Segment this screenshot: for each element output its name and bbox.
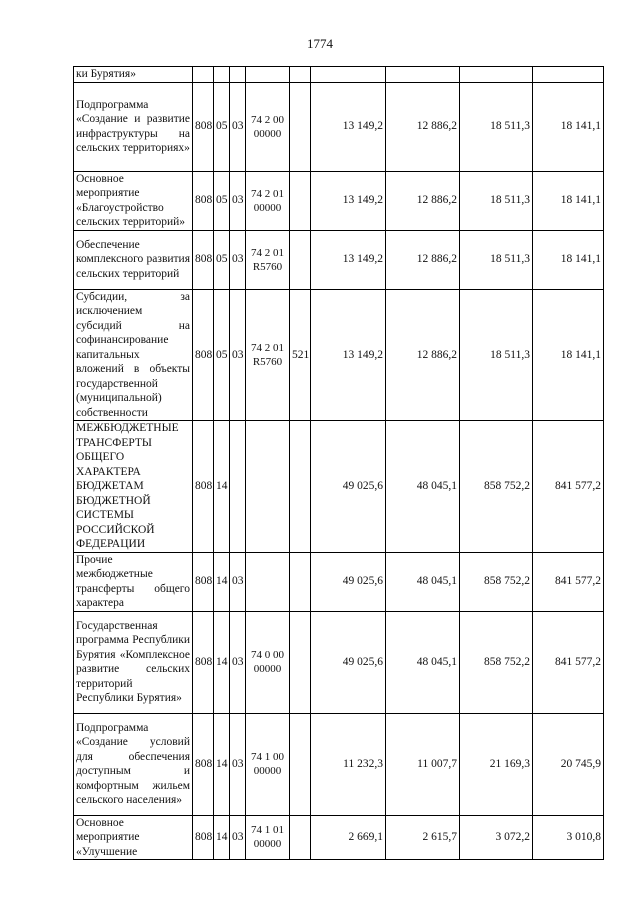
amount-col-2: 12 886,2 (386, 171, 460, 230)
target-article-code: 74 1 00 00000 (246, 713, 290, 815)
amount-col-2: 11 007,7 (386, 713, 460, 815)
section-code: 14 (214, 421, 230, 553)
row-name: Субсидии, за исключением субсидий на софинансирование капитальных вложений в объекты государственной (муниципальной) собственности (74, 289, 193, 421)
section-code: 05 (214, 82, 230, 171)
ministry-code: 808 (193, 421, 214, 553)
target-article-code: 74 2 01 R5760 (246, 289, 290, 421)
section-code: 14 (214, 552, 230, 611)
table-row (74, 421, 604, 553)
target-article-code: 74 0 00 00000 (246, 611, 290, 713)
section-code: 14 (214, 815, 230, 860)
amount-col-3: 858 752,2 (460, 552, 533, 611)
amount-col-4: 18 141,1 (533, 82, 604, 171)
amount-col-3: 18 511,3 (460, 82, 533, 171)
subsection-code (230, 421, 246, 553)
amount-col-2: 48 045,1 (386, 611, 460, 713)
subsection-code: 03 (230, 171, 246, 230)
subsection-code: 03 (230, 611, 246, 713)
target-article-code: 74 2 01 R5760 (246, 230, 290, 289)
ministry-code: 808 (193, 815, 214, 860)
amount-col-1: 13 149,2 (311, 82, 386, 171)
amount-col-1 (311, 67, 386, 83)
target-article-code: 74 2 01 00000 (246, 171, 290, 230)
ministry-code: 808 (193, 289, 214, 421)
amount-col-3: 18 511,3 (460, 289, 533, 421)
section-code: 05 (214, 289, 230, 421)
table-row (74, 611, 604, 713)
amount-col-3: 3 072,2 (460, 815, 533, 860)
table-row (74, 815, 604, 860)
row-name: Прочие межбюджетные трансферты общего характера (74, 552, 193, 611)
expense-type-code (290, 230, 311, 289)
amount-col-4: 18 141,1 (533, 289, 604, 421)
table-row (74, 171, 604, 230)
amount-col-1: 49 025,6 (311, 611, 386, 713)
expense-type-code (290, 713, 311, 815)
section-code: 05 (214, 171, 230, 230)
amount-col-3 (460, 67, 533, 83)
ministry-code: 808 (193, 552, 214, 611)
ministry-code: 808 (193, 611, 214, 713)
ministry-code: 808 (193, 230, 214, 289)
amount-col-3: 18 511,3 (460, 171, 533, 230)
ministry-code: 808 (193, 171, 214, 230)
amount-col-4: 18 141,1 (533, 230, 604, 289)
amount-col-1: 11 232,3 (311, 713, 386, 815)
budget-table (73, 66, 604, 860)
target-article-code (246, 67, 290, 83)
row-name: Основное мероприятие «Благоустройство сельских территорий» (74, 171, 193, 230)
expense-type-code (290, 552, 311, 611)
amount-col-4: 841 577,2 (533, 552, 604, 611)
subsection-code: 03 (230, 815, 246, 860)
amount-col-2: 12 886,2 (386, 289, 460, 421)
row-name: ки Бурятия» (74, 67, 193, 83)
expense-type-code (290, 67, 311, 83)
amount-col-3: 21 169,3 (460, 713, 533, 815)
amount-col-4 (533, 67, 604, 83)
amount-col-1: 13 149,2 (311, 171, 386, 230)
subsection-code (230, 67, 246, 83)
amount-col-1: 2 669,1 (311, 815, 386, 860)
page-number: 1774 (307, 36, 333, 51)
amount-col-2: 12 886,2 (386, 230, 460, 289)
amount-col-4: 3 010,8 (533, 815, 604, 860)
expense-type-code (290, 815, 311, 860)
row-name: Обеспечение комплексного развития сельских территорий (74, 230, 193, 289)
table-row (74, 67, 604, 83)
subsection-code: 03 (230, 713, 246, 815)
row-name: Подпрограмма «Создание и развитие инфраструктуры на сельских территориях» (74, 82, 193, 171)
target-article-code: 74 2 00 00000 (246, 82, 290, 171)
table-row (74, 82, 604, 171)
amount-col-3: 858 752,2 (460, 421, 533, 553)
amount-col-4: 20 745,9 (533, 713, 604, 815)
amount-col-4: 841 577,2 (533, 611, 604, 713)
row-name: Государственная программа Республики Бурятия «Комплексное развитие сельских территорий Республики Бурятия» (74, 611, 193, 713)
subsection-code: 03 (230, 82, 246, 171)
ministry-code: 808 (193, 713, 214, 815)
amount-col-2 (386, 67, 460, 83)
section-code: 05 (214, 230, 230, 289)
amount-col-2: 2 615,7 (386, 815, 460, 860)
subsection-code: 03 (230, 552, 246, 611)
table-row (74, 713, 604, 815)
row-name: Основное мероприятие «Улучшение (74, 815, 193, 860)
table-row (74, 289, 604, 421)
ministry-code (193, 67, 214, 83)
amount-col-2: 12 886,2 (386, 82, 460, 171)
amount-col-2: 48 045,1 (386, 552, 460, 611)
target-article-code (246, 552, 290, 611)
subsection-code: 03 (230, 230, 246, 289)
amount-col-1: 49 025,6 (311, 421, 386, 553)
table-row (74, 230, 604, 289)
expense-type-code (290, 171, 311, 230)
table-row (74, 552, 604, 611)
amount-col-3: 18 511,3 (460, 230, 533, 289)
expense-type-code (290, 611, 311, 713)
target-article-code: 74 1 01 00000 (246, 815, 290, 860)
expense-type-code: 521 (290, 289, 311, 421)
amount-col-2: 48 045,1 (386, 421, 460, 553)
row-name: МЕЖБЮДЖЕТНЫЕ ТРАНСФЕРТЫ ОБЩЕГО ХАРАКТЕРА БЮДЖЕТАМ БЮДЖЕТНОЙ СИСТЕМЫ РОССИЙСКОЙ ФЕДЕРАЦИИ (74, 421, 193, 553)
expense-type-code (290, 82, 311, 171)
subsection-code: 03 (230, 289, 246, 421)
amount-col-3: 858 752,2 (460, 611, 533, 713)
amount-col-1: 13 149,2 (311, 289, 386, 421)
ministry-code: 808 (193, 82, 214, 171)
amount-col-1: 49 025,6 (311, 552, 386, 611)
amount-col-1: 13 149,2 (311, 230, 386, 289)
target-article-code (246, 421, 290, 553)
expense-type-code (290, 421, 311, 553)
row-name: Подпрограмма «Создание условий для обеспечения доступным и комфортным жильем сельского населения» (74, 713, 193, 815)
section-code: 14 (214, 611, 230, 713)
section-code: 14 (214, 713, 230, 815)
amount-col-4: 18 141,1 (533, 171, 604, 230)
section-code (214, 67, 230, 83)
amount-col-4: 841 577,2 (533, 421, 604, 553)
